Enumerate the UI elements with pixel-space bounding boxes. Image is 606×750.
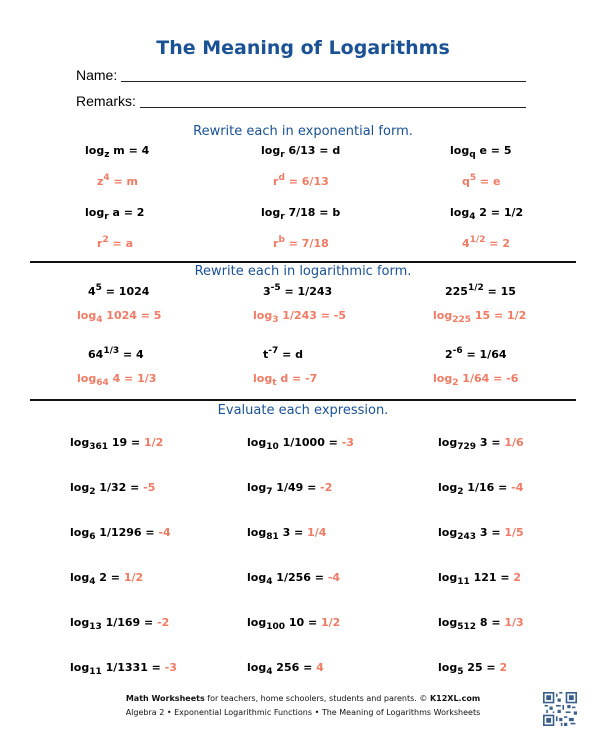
expr-main: log bbox=[77, 372, 97, 385]
expr-main: t bbox=[263, 348, 269, 361]
answer: 1/4 bbox=[307, 526, 327, 539]
log-argument: 3 = bbox=[476, 436, 505, 449]
answer: 2 bbox=[499, 661, 508, 674]
log-word: log bbox=[438, 661, 458, 674]
footer-line-1 bbox=[0, 694, 606, 703]
name-line[interactable] bbox=[121, 81, 526, 82]
expr-rest: e = 5 bbox=[475, 144, 512, 157]
answer: 1/2 bbox=[321, 616, 341, 629]
answer: -3 bbox=[164, 661, 177, 674]
log-base: 100 bbox=[266, 622, 285, 632]
answer: -4 bbox=[158, 526, 171, 539]
expr-rest: = 1024 bbox=[101, 285, 150, 298]
expr-rest: 4 = 1/3 bbox=[108, 372, 157, 385]
log-base: 4 bbox=[266, 577, 273, 587]
log-argument: 1/1331 = bbox=[101, 661, 165, 674]
expr-rest: a = 2 bbox=[108, 206, 145, 219]
expr-subscript: r bbox=[280, 212, 285, 222]
log-word: log bbox=[438, 616, 458, 629]
expr-main: log bbox=[433, 372, 453, 385]
answer: -4 bbox=[327, 571, 341, 584]
problem bbox=[88, 285, 149, 298]
expr-rest: = 1/243 bbox=[280, 285, 333, 298]
footer-text: for teachers, home schoolers, students and parents. © bbox=[204, 694, 430, 703]
expr-rest: = a bbox=[108, 237, 134, 250]
log-argument: 121 = bbox=[469, 571, 514, 584]
expr-rest: = 15 bbox=[483, 285, 516, 298]
answer: 2 bbox=[513, 571, 522, 584]
log-word: log bbox=[247, 616, 267, 629]
problem bbox=[445, 348, 507, 361]
log-word: log bbox=[247, 436, 267, 449]
expr-rest: = m bbox=[109, 175, 139, 188]
log-base: 729 bbox=[457, 442, 476, 452]
problem bbox=[450, 144, 512, 160]
expr-subscript: 225 bbox=[452, 315, 471, 325]
evaluate-problem bbox=[438, 481, 524, 497]
log-word: log bbox=[438, 481, 458, 494]
answer bbox=[77, 309, 162, 325]
answer: 1/5 bbox=[504, 526, 524, 539]
expr-main: log bbox=[77, 309, 97, 322]
expr-rest: 7/18 = b bbox=[284, 206, 341, 219]
problem bbox=[261, 206, 341, 222]
expr-main: z bbox=[97, 175, 104, 188]
log-word: log bbox=[438, 571, 458, 584]
log-base: 512 bbox=[457, 622, 476, 632]
answer bbox=[97, 237, 133, 250]
log-argument: 10 = bbox=[285, 616, 322, 629]
log-word: log bbox=[438, 526, 458, 539]
expr-superscript: -5 bbox=[270, 283, 281, 293]
expr-subscript: 3 bbox=[272, 315, 279, 325]
remarks-line[interactable] bbox=[140, 107, 526, 108]
expr-rest: 6/13 = d bbox=[284, 144, 341, 157]
log-argument: 1/1296 = bbox=[95, 526, 159, 539]
log-base: 2 bbox=[89, 487, 96, 497]
expr-main: 4 bbox=[88, 285, 96, 298]
expr-subscript: 2 bbox=[452, 378, 459, 388]
log-base: 6 bbox=[89, 532, 96, 542]
answer: 1/2 bbox=[123, 571, 144, 584]
expr-rest: 2 = 1/2 bbox=[475, 206, 524, 219]
expr-superscript: 4 bbox=[103, 173, 110, 183]
footer-brand: Math Worksheets bbox=[125, 694, 205, 703]
log-base: 243 bbox=[457, 532, 476, 542]
answer: -2 bbox=[157, 616, 170, 629]
evaluate-problem bbox=[247, 526, 327, 542]
evaluate-problem bbox=[438, 436, 524, 452]
expr-rest: = d bbox=[278, 348, 304, 361]
problem bbox=[85, 206, 145, 222]
answer: -3 bbox=[341, 436, 354, 449]
log-argument: 25 = bbox=[463, 661, 500, 674]
footer-line-2: Algebra 2 • Exponential Logarithmic Functions • The Meaning of Logarithms Worksheets bbox=[125, 708, 481, 717]
expr-rest: = 7/18 bbox=[284, 237, 329, 250]
answer bbox=[253, 372, 318, 388]
expr-main: log bbox=[450, 206, 470, 219]
section-1-heading: Rewrite each in exponential form. bbox=[193, 124, 413, 139]
expr-superscript: -7 bbox=[268, 346, 279, 356]
expr-rest: = 4 bbox=[119, 348, 144, 361]
evaluate-problem bbox=[438, 616, 524, 632]
expr-main: r bbox=[97, 237, 103, 250]
answer: 1/3 bbox=[504, 616, 524, 629]
section-divider-2 bbox=[30, 399, 576, 401]
expr-main: log bbox=[433, 309, 453, 322]
answer: -4 bbox=[511, 481, 524, 494]
evaluate-problem bbox=[247, 616, 341, 632]
expr-main: q bbox=[462, 175, 470, 188]
evaluate-problem bbox=[70, 616, 170, 632]
expr-main: 2 bbox=[445, 348, 453, 361]
log-word: log bbox=[70, 436, 90, 449]
log-word: log bbox=[247, 571, 267, 584]
answer bbox=[462, 175, 500, 188]
evaluate-problem bbox=[438, 661, 508, 677]
expr-superscript: 5 bbox=[469, 173, 477, 183]
expr-main: log bbox=[261, 144, 281, 157]
log-argument: 1/32 = bbox=[95, 481, 144, 494]
remarks-label: Remarks: bbox=[76, 93, 136, 109]
name-label: Name: bbox=[76, 67, 118, 83]
log-base: 2 bbox=[457, 487, 464, 497]
expr-superscript: 1/3 bbox=[103, 346, 120, 356]
problem bbox=[261, 144, 341, 160]
problem bbox=[450, 206, 524, 222]
log-argument: 1/49 = bbox=[272, 481, 321, 494]
expr-superscript: 1/2 bbox=[469, 235, 486, 245]
log-base: 13 bbox=[89, 622, 102, 632]
expr-rest: m = 4 bbox=[109, 144, 150, 157]
evaluate-problem bbox=[247, 571, 341, 587]
answer bbox=[273, 237, 329, 250]
answer bbox=[433, 309, 527, 325]
log-word: log bbox=[70, 571, 90, 584]
expr-subscript: r bbox=[104, 212, 109, 222]
evaluate-problem bbox=[247, 661, 324, 677]
log-word: log bbox=[247, 481, 267, 494]
log-base: 11 bbox=[457, 577, 470, 587]
answer: 1/2 bbox=[144, 436, 164, 449]
log-argument: 3 = bbox=[278, 526, 308, 539]
answer bbox=[462, 237, 510, 250]
log-base: 4 bbox=[266, 667, 273, 677]
expr-subscript: t bbox=[272, 378, 277, 388]
expr-main: log bbox=[253, 309, 273, 322]
log-argument: 1/16 = bbox=[463, 481, 512, 494]
log-word: log bbox=[70, 661, 90, 674]
expr-rest: 1/243 = -5 bbox=[278, 309, 347, 322]
problem bbox=[88, 348, 144, 361]
log-word: log bbox=[70, 481, 90, 494]
expr-main: 64 bbox=[88, 348, 104, 361]
log-word: log bbox=[247, 661, 267, 674]
log-base: 11 bbox=[89, 667, 102, 677]
problem bbox=[263, 348, 303, 361]
log-base: 7 bbox=[266, 487, 273, 497]
expr-main: log bbox=[261, 206, 281, 219]
expr-main: log bbox=[450, 144, 470, 157]
log-word: log bbox=[70, 616, 90, 629]
evaluate-problem bbox=[70, 526, 171, 542]
log-base: 4 bbox=[89, 577, 96, 587]
log-argument: 19 = bbox=[108, 436, 145, 449]
answer: -5 bbox=[143, 481, 156, 494]
expr-main: log bbox=[253, 372, 273, 385]
evaluate-problem bbox=[438, 526, 524, 542]
page-title: The Meaning of Logarithms bbox=[156, 37, 450, 59]
log-argument: 3 = bbox=[476, 526, 505, 539]
evaluate-problem bbox=[247, 481, 333, 497]
problem bbox=[85, 144, 150, 160]
expr-subscript: 4 bbox=[96, 315, 103, 325]
expr-subscript: z bbox=[104, 150, 110, 160]
log-word: log bbox=[70, 526, 90, 539]
log-base: 10 bbox=[266, 442, 279, 452]
expr-main: log bbox=[85, 144, 105, 157]
expr-rest: d = -7 bbox=[276, 372, 318, 385]
answer bbox=[253, 309, 347, 325]
expr-main: 4 bbox=[462, 237, 470, 250]
expr-main: r bbox=[273, 237, 279, 250]
expr-subscript: 64 bbox=[96, 378, 109, 388]
answer bbox=[433, 372, 519, 388]
expr-rest: 1/64 = -6 bbox=[458, 372, 519, 385]
problem bbox=[263, 285, 332, 298]
log-base: 81 bbox=[266, 532, 279, 542]
answer: 1/6 bbox=[504, 436, 524, 449]
answer bbox=[273, 175, 329, 188]
expr-superscript: b bbox=[278, 235, 285, 245]
footer-site[interactable]: K12XL.com bbox=[429, 694, 481, 703]
problem bbox=[445, 285, 516, 298]
expr-main: log bbox=[85, 206, 105, 219]
evaluate-problem bbox=[70, 436, 164, 452]
section-2-heading: Rewrite each in logarithmic form. bbox=[194, 264, 412, 279]
log-argument: 2 = bbox=[95, 571, 124, 584]
expr-main: r bbox=[273, 175, 279, 188]
section-3-heading: Evaluate each expression. bbox=[217, 403, 389, 418]
evaluate-problem bbox=[438, 571, 522, 587]
expr-superscript: 1/2 bbox=[467, 283, 484, 293]
answer bbox=[77, 372, 157, 388]
expr-superscript: 5 bbox=[95, 283, 102, 293]
expr-rest: = e bbox=[476, 175, 501, 188]
expr-subscript: r bbox=[280, 150, 285, 160]
log-argument: 1/1000 = bbox=[278, 436, 342, 449]
answer: -2 bbox=[320, 481, 333, 494]
expr-rest: = 2 bbox=[485, 237, 510, 250]
expr-superscript: -6 bbox=[452, 346, 463, 356]
expr-main: 3 bbox=[263, 285, 271, 298]
expr-subscript: 4 bbox=[469, 212, 476, 222]
evaluate-problem bbox=[70, 571, 144, 587]
expr-rest: = 6/13 bbox=[284, 175, 329, 188]
log-base: 361 bbox=[89, 442, 108, 452]
log-word: log bbox=[438, 436, 458, 449]
expr-rest: 15 = 1/2 bbox=[471, 309, 527, 322]
section-divider-1 bbox=[30, 261, 576, 263]
evaluate-problem bbox=[70, 481, 156, 497]
log-word: log bbox=[247, 526, 267, 539]
expr-rest: = 1/64 bbox=[462, 348, 507, 361]
evaluate-problem bbox=[70, 661, 177, 677]
log-base: 5 bbox=[457, 667, 464, 677]
log-argument: 1/169 = bbox=[101, 616, 158, 629]
expr-superscript: d bbox=[278, 173, 285, 183]
expr-rest: 1024 = 5 bbox=[102, 309, 162, 322]
expr-subscript: q bbox=[469, 150, 476, 160]
log-argument: 1/256 = bbox=[272, 571, 328, 584]
answer bbox=[97, 175, 138, 188]
expr-superscript: 2 bbox=[102, 235, 109, 245]
qr-code-icon bbox=[543, 692, 577, 726]
answer: 4 bbox=[316, 661, 324, 674]
log-argument: 8 = bbox=[476, 616, 505, 629]
log-argument: 256 = bbox=[272, 661, 317, 674]
expr-main: 225 bbox=[445, 285, 468, 298]
evaluate-problem bbox=[247, 436, 354, 452]
